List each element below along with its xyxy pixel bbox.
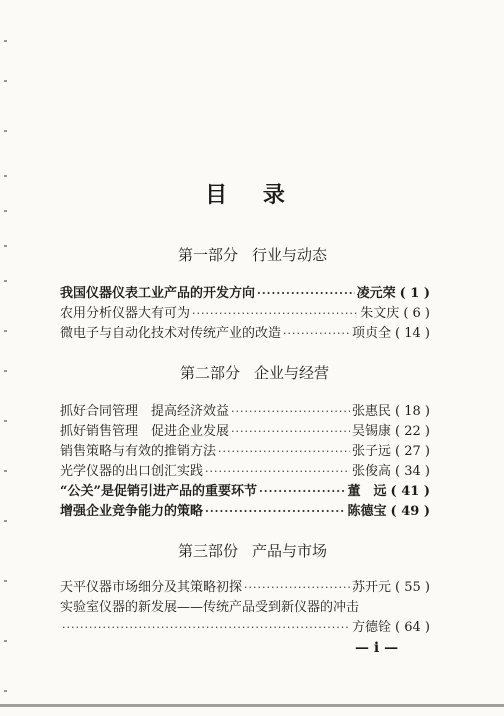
- entry-title: 我国仪器仪表工业产品的开发方向: [60, 286, 256, 301]
- section-number: 第三部份: [178, 542, 239, 560]
- toc-entry[interactable]: [60, 282, 430, 302]
- toc-entry[interactable]: [60, 440, 430, 460]
- entry-author: 凌元荣: [356, 286, 396, 301]
- toc-entry[interactable]: [60, 322, 430, 342]
- leader-dots: [231, 425, 350, 438]
- section-name: 企业与经营: [254, 364, 330, 382]
- section-name: 产品与市场: [252, 542, 328, 560]
- leader-dots: [205, 465, 350, 478]
- entry-page: ( 49 ): [390, 504, 430, 519]
- entry-author: 张子远: [352, 444, 392, 459]
- toc-entry[interactable]: [60, 480, 430, 500]
- entry-page: ( 64 ): [395, 620, 430, 635]
- entry-title: 光学仪器的出口创汇实践: [60, 464, 204, 479]
- entry-author: 苏开元: [352, 580, 392, 595]
- leader-dots: [257, 287, 355, 300]
- entry-author: 张惠民: [352, 404, 392, 419]
- entry-page: ( 18 ): [395, 404, 430, 419]
- section-number: 第一部分: [178, 246, 239, 264]
- toc-entry[interactable]: [60, 400, 430, 420]
- entry-author: 陈德宝: [347, 504, 387, 519]
- leader-dots: [259, 485, 346, 498]
- section-number: 第二部分: [180, 364, 241, 382]
- entry-page: ( 27 ): [395, 444, 430, 459]
- toc-entry[interactable]: [60, 596, 430, 616]
- toc-entry[interactable]: [60, 302, 430, 322]
- bottom-scan-rule: [0, 704, 504, 707]
- entry-author: 方德铨: [352, 620, 392, 635]
- toc-entry[interactable]: [60, 460, 430, 480]
- entry-title: 天平仪器市场细分及其策略初探: [60, 580, 243, 595]
- page-number: — i —: [355, 640, 399, 656]
- toc-entry[interactable]: [60, 576, 430, 596]
- entry-page: ( 22 ): [395, 424, 430, 439]
- entry-title: 实验室仪器的新发展——传统产品受到新仪器的冲击: [60, 600, 360, 615]
- entry-title: “公关”是促销引进产品的重要环节: [60, 484, 257, 499]
- entry-title: 增强企业竞争能力的策略: [60, 504, 204, 519]
- leader-dots: [231, 405, 350, 418]
- entry-title: 抓好合同管理 提高经济效益: [60, 404, 230, 419]
- section-heading-2: [180, 362, 329, 383]
- entry-page: ( 6 ): [403, 306, 430, 321]
- toc-entry[interactable]: [60, 420, 430, 440]
- toc-entry-continuation[interactable]: [60, 616, 430, 636]
- entry-author: 项贞全: [352, 326, 392, 341]
- entry-page: ( 1 ): [399, 286, 430, 301]
- entry-author: 朱文庆: [360, 306, 400, 321]
- toc-entry[interactable]: [60, 500, 430, 520]
- section-heading-1: [178, 244, 327, 265]
- page-title: 目 录: [205, 183, 299, 208]
- entry-title: 销售策略与有效的推销方法: [60, 444, 217, 459]
- leader-dots: [218, 445, 350, 458]
- leader-dots: [205, 505, 346, 518]
- section-name: 行业与动态: [252, 246, 328, 264]
- entry-title: 抓好销售管理 促进企业发展: [60, 424, 230, 439]
- leader-dots: [192, 307, 358, 320]
- leader-dots: [283, 327, 350, 340]
- entry-author: 张俊高: [352, 464, 392, 479]
- section-heading-3: [178, 540, 327, 561]
- entry-author: 吴锡康: [352, 424, 392, 439]
- entry-page: ( 34 ): [395, 464, 430, 479]
- entry-title: 农用分析仪器大有可为: [60, 306, 191, 321]
- entry-page: ( 41 ): [390, 484, 430, 499]
- entry-author: 董 远: [347, 484, 387, 499]
- entry-page: ( 14 ): [395, 326, 430, 341]
- leader-dots: [62, 621, 350, 634]
- entry-page: ( 55 ): [395, 580, 430, 595]
- entry-title: 微电子与自动化技术对传统产业的改造: [60, 326, 282, 341]
- scan-edge-marks: [4, 0, 10, 716]
- leader-dots: [244, 581, 350, 594]
